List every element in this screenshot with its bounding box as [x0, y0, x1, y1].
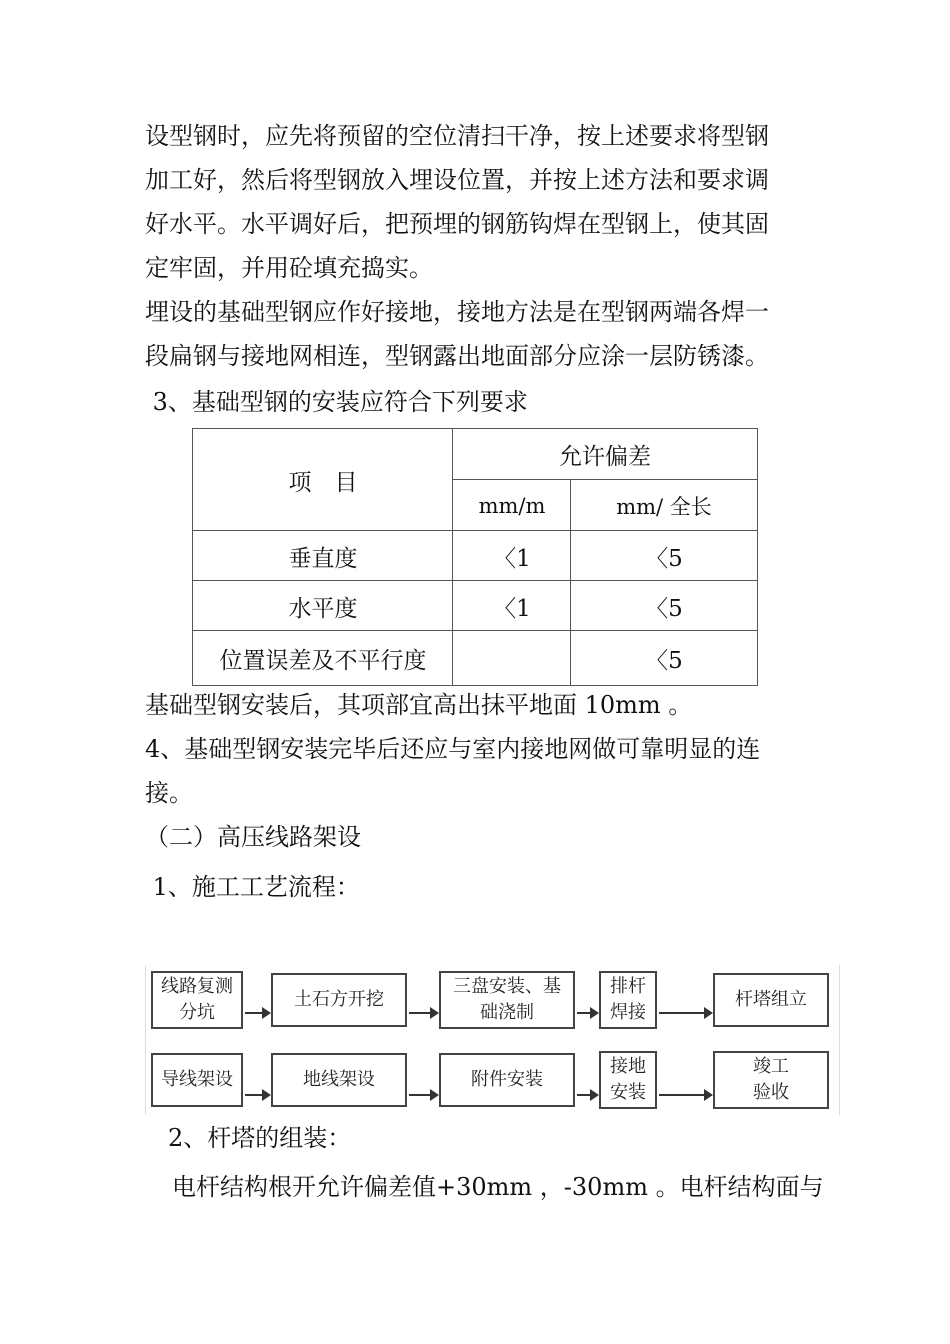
- paragraph-line: 设型钢时，应先将预留的空位清扫干净，按上述要求将型钢: [145, 122, 769, 150]
- section-heading: 2、杆塔的组装：: [168, 1124, 352, 1152]
- paragraph-line: 4、基础型钢安装完毕后还应与室内接地网做可靠明显的连: [145, 735, 761, 763]
- table-header-mm-full: mm/ 全长: [570, 479, 758, 532]
- arrow-icon: [245, 1094, 269, 1096]
- arrow-icon: [409, 1094, 437, 1096]
- paragraph-line: 段扁钢与接地网相连，型钢露出地面部分应涂一层防锈漆。: [145, 342, 769, 370]
- table-cell: 〈1: [452, 530, 572, 582]
- table-cell: 〈1: [452, 580, 572, 632]
- paragraph-line: 定牢固，并用砼填充捣实。: [145, 254, 433, 282]
- table-header-mm-per-m: mm/m: [452, 479, 572, 532]
- paragraph-line: 好水平。水平调好后，把预埋的钢筋钩焊在型钢上，使其固: [145, 210, 769, 238]
- flow-step: 排杆 焊接: [599, 971, 657, 1029]
- flow-step: 地线架设: [271, 1053, 407, 1107]
- arrow-icon: [409, 1012, 437, 1014]
- arrow-icon: [245, 1012, 269, 1014]
- paragraph-line: 基础型钢安装后，其项部宜高出抹平地面 10mm 。: [145, 691, 693, 719]
- flow-step: 线路复测 分坑: [151, 971, 243, 1029]
- flow-step: 附件安装: [439, 1053, 575, 1107]
- table-cell: 〈5: [570, 630, 758, 686]
- section-heading: 1、施工工艺流程：: [145, 873, 360, 901]
- table-header-item: 项 目: [192, 428, 454, 532]
- paragraph-line: 埋设的基础型钢应作好接地，接地方法是在型钢两端各焊一: [145, 298, 769, 326]
- table-header-tolerance: 允许偏差: [452, 428, 758, 481]
- paragraph-line: 电杆结构根开允许偏差值+30mm ，-30mm 。电杆结构面与: [172, 1173, 824, 1201]
- table-row-item: 水平度: [192, 580, 454, 632]
- arrow-icon: [577, 1012, 597, 1014]
- table-cell: [452, 630, 572, 686]
- arrow-icon: [659, 1012, 711, 1014]
- flow-step: 土石方开挖: [271, 973, 407, 1027]
- table-row-item: 垂直度: [192, 530, 454, 582]
- arrow-icon: [659, 1094, 711, 1096]
- flow-step: 三盘安装、基 础浇制: [439, 971, 575, 1029]
- section-heading: 3、基础型钢的安装应符合下列要求: [145, 388, 528, 416]
- section-heading: （二）高压线路架设: [145, 823, 361, 851]
- tolerance-table: [192, 428, 758, 686]
- table-cell: 〈5: [570, 580, 758, 632]
- flow-step: 导线架设: [151, 1053, 243, 1107]
- paragraph-line: 接。: [145, 779, 193, 807]
- arrow-icon: [577, 1094, 597, 1096]
- construction-flow-diagram: [145, 965, 840, 1115]
- table-row-item: 位置误差及不平行度: [192, 630, 454, 686]
- flow-step: 竣工 验收: [713, 1051, 829, 1109]
- flow-step: 杆塔组立: [713, 973, 829, 1027]
- paragraph-line: 加工好，然后将型钢放入埋设位置，并按上述方法和要求调: [145, 166, 769, 194]
- flow-step: 接地 安装: [599, 1051, 657, 1109]
- table-cell: 〈5: [570, 530, 758, 582]
